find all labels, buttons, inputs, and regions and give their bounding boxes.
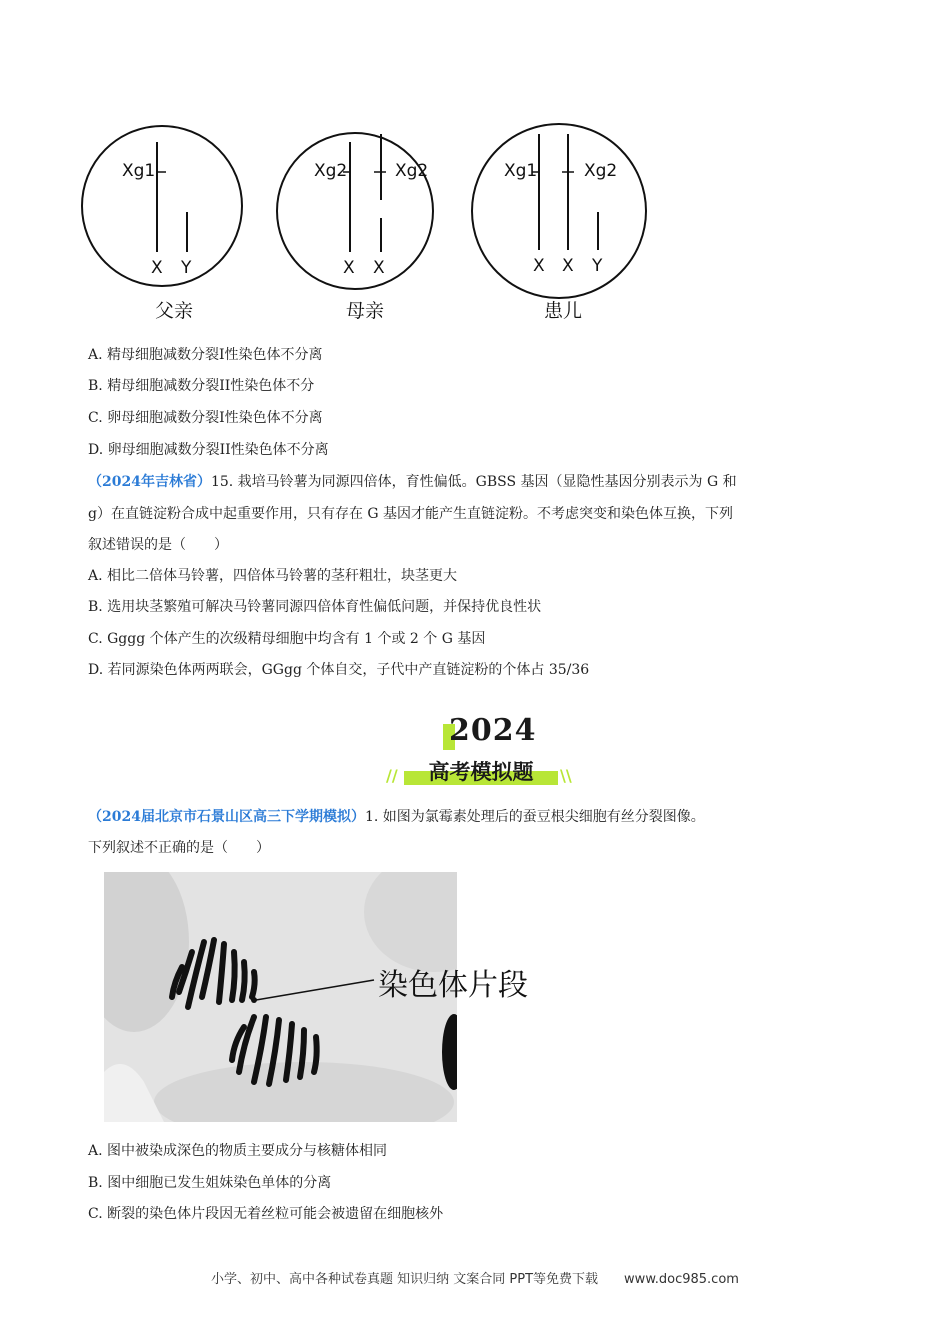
mother-x2-label: X [373, 258, 385, 278]
q15-line2: g）在直链淀粉合成中起重要作用，只有存在 G 基因才能产生直链淀粉。不考虑突变和染色体互换，下列 [88, 506, 734, 522]
q15-line3: 叙述错误的是（ ） [88, 537, 228, 553]
child-caption: 患儿 [544, 300, 583, 322]
q1-source: （2024届北京市石景山区高三下学期模拟） [88, 809, 365, 825]
page-footer: 小学、初中、高中各种试卷真题 知识归纳 文案合同 PPT等免费下载 www.doc985.com [211, 1272, 739, 1287]
child-x1-label: X [533, 256, 545, 276]
child-y-label: Y [592, 256, 603, 276]
q14-option-d: D. 卵母细胞减数分裂II性染色体不分离 [88, 442, 329, 458]
child-x2-label: X [562, 256, 574, 276]
q14-option-b: B. 精母细胞减数分裂II性染色体不分 [88, 378, 315, 394]
child-xg2-label: Xg2 [584, 161, 618, 181]
q15-option-c: C. Gggg 个体产生的次级精母细胞中均含有 1 个或 2 个 G 基因 [88, 631, 486, 647]
q15-option-b: B. 选用块茎繁殖可解决马铃薯同源四倍体育性偏低问题，并保持优良性状 [88, 599, 542, 615]
banner-title: 高考模拟题 [428, 760, 534, 784]
micrograph-label: 染色体片段 [378, 968, 528, 1003]
father-caption: 父亲 [155, 300, 194, 322]
q1-option-b: B. 图中细胞已发生姐妹染色单体的分离 [88, 1175, 332, 1191]
mother-cell [277, 133, 433, 289]
father-xg-label: Xg1 [122, 161, 156, 181]
q1-line1: 1. 如图为氯霉素处理后的蚕豆根尖细胞有丝分裂图像。 [364, 809, 705, 825]
q1-option-a: A. 图中被染成深色的物质主要成分与核糖体相同 [88, 1143, 388, 1159]
child-xg1-label: Xg1 [504, 161, 538, 181]
q15-source: （2024年吉林省） [88, 474, 211, 490]
q14-option-c: C. 卵母细胞减数分裂I性染色体不分离 [88, 410, 323, 426]
q15-stem-line1 [88, 472, 737, 492]
q15-option-d: D. 若同源染色体两两联会，GGgg 个体自交，子代中产直链淀粉的个体占 35/36 [88, 662, 590, 678]
mother-xg-left-label: Xg2 [314, 161, 348, 181]
q15-line1: 15. 栽培马铃薯为同源四倍体，育性偏低。GBSS 基因（显隐性基因分别表示为 G 和 [210, 474, 737, 490]
banner-left-slashes: // [386, 766, 398, 785]
banner-year: 2024 [449, 713, 537, 748]
q15-option-a: A. 相比二倍体马铃薯，四倍体马铃薯的茎秆粗壮，块茎更大 [88, 568, 458, 584]
q1-option-c: C. 断裂的染色体片段因无着丝粒可能会被遗留在细胞核外 [88, 1206, 444, 1222]
q14-option-a: A. 精母细胞减数分裂I性染色体不分离 [88, 347, 323, 363]
banner-right-slashes: \\ [560, 766, 572, 785]
child-cell [472, 124, 646, 298]
mother-caption: 母亲 [346, 300, 385, 322]
father-x-label: X [151, 258, 163, 278]
father-y-label: Y [181, 258, 192, 278]
mother-xg-right-label: Xg2 [395, 161, 429, 181]
q1-line2: 下列叙述不正确的是（ ） [88, 840, 270, 856]
mother-x1-label: X [343, 258, 355, 278]
q1-stem-line1 [88, 807, 705, 827]
